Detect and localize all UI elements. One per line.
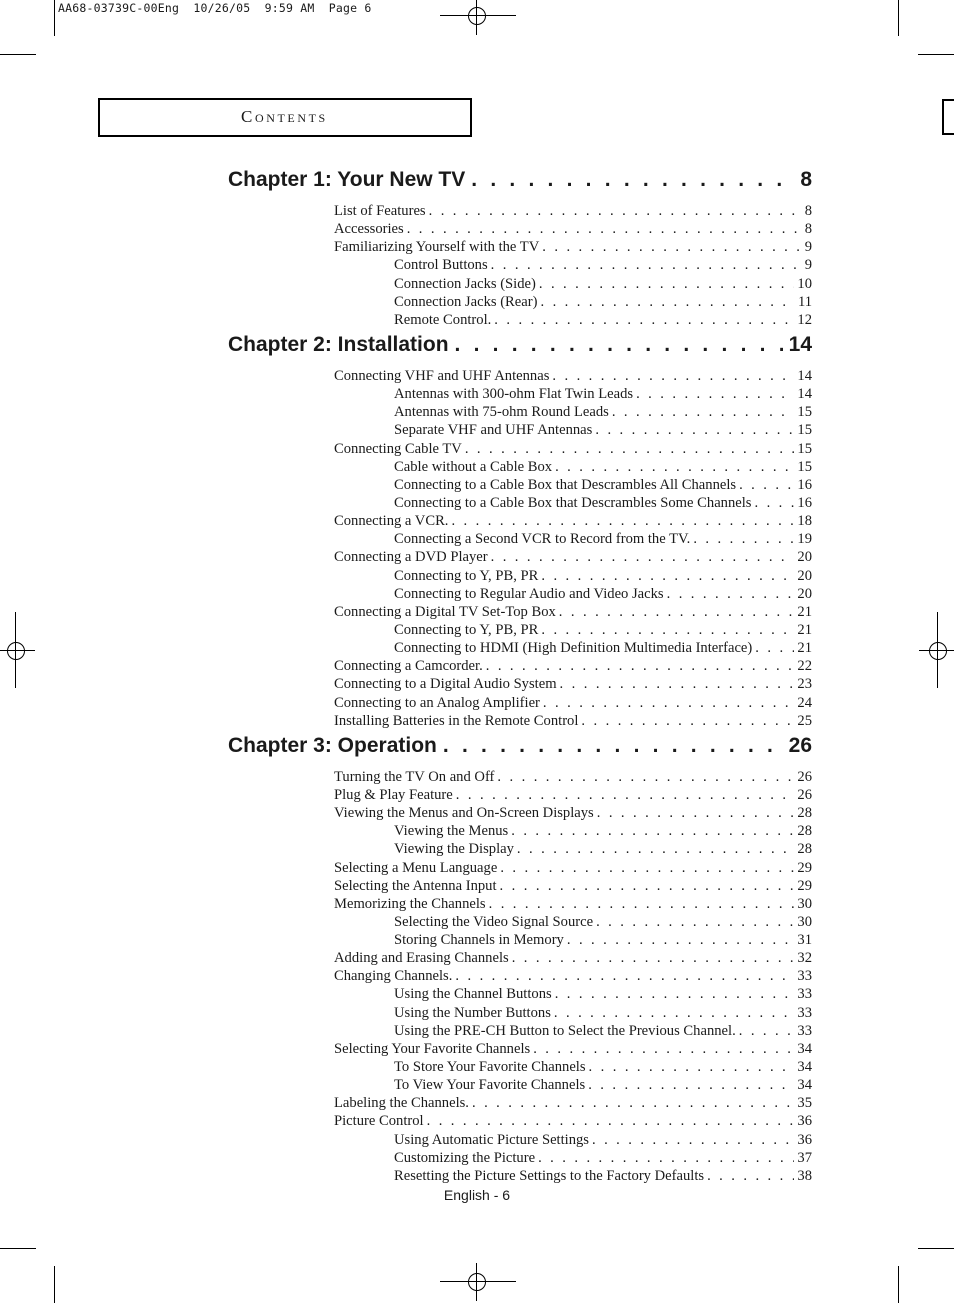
dot-leader: [540, 293, 794, 311]
toc-subentry: [228, 1131, 812, 1149]
dot-leader: [554, 1004, 795, 1022]
toc-entry: [228, 440, 812, 458]
entry-title: Connection Jacks (Side): [394, 275, 536, 292]
dot-leader: [451, 512, 794, 530]
entry-page-number: 12: [797, 311, 812, 328]
table-of-contents: [228, 168, 812, 1185]
chapter-heading: [228, 734, 812, 762]
crop-mark-right-bottom: [918, 1248, 954, 1249]
entry-page-number: 22: [797, 658, 812, 675]
dot-leader: [755, 639, 794, 657]
dot-leader: [511, 822, 794, 840]
entry-title: Connecting a Second VCR to Record from the TV.: [394, 531, 691, 548]
toc-entry: [228, 548, 812, 566]
chapter-page-number: 14: [788, 332, 812, 356]
toc-entry: [228, 675, 812, 693]
entry-title: Accessories: [334, 221, 404, 238]
entry-title: Connecting a Camcorder.: [334, 658, 483, 675]
entry-title: Labeling the Channels.: [334, 1095, 469, 1112]
toc-entry: [228, 512, 812, 530]
toc-entry: [228, 367, 812, 385]
dot-leader: [595, 421, 794, 439]
entry-title: Using the Number Buttons: [394, 1004, 551, 1021]
toc-subentry: [228, 1004, 812, 1022]
dot-leader: [612, 403, 795, 421]
section-title: Contents: [241, 107, 328, 126]
chapter-page-number: 8: [800, 168, 812, 191]
crop-mark-left-top: [0, 54, 36, 55]
toc-subentry: [228, 293, 812, 311]
entry-page-number: 24: [797, 694, 812, 711]
toc-entry: [228, 786, 812, 804]
toc-subentry: [228, 913, 812, 931]
entry-page-number: 28: [797, 805, 812, 822]
entry-title: To View Your Favorite Channels: [394, 1077, 586, 1094]
toc-subentry: [228, 256, 812, 274]
entry-title: Viewing the Menus: [394, 823, 509, 840]
toc-subentry: [228, 1058, 812, 1076]
dot-leader: [533, 1040, 794, 1058]
dot-leader: [517, 840, 794, 858]
entry-page-number: 21: [797, 603, 812, 620]
entry-title: Connecting to a Digital Audio System: [334, 676, 557, 693]
entry-page-number: 11: [797, 293, 812, 310]
toc-entry: [228, 768, 812, 786]
toc-subentry: [228, 1076, 812, 1094]
entry-title: Connecting to HDMI (High Definition Multimedia Interface): [394, 640, 753, 657]
entry-page-number: 16: [797, 494, 812, 511]
entry-page-number: 19: [797, 531, 812, 548]
toc-subentry: [228, 385, 812, 403]
dot-leader: [581, 712, 794, 730]
dot-leader: [707, 1167, 794, 1185]
dot-leader: [667, 585, 795, 603]
entry-title: Plug & Play Feature: [334, 786, 453, 803]
entry-page-number: 32: [797, 950, 812, 967]
registration-line-bottom: [440, 1281, 516, 1282]
page-footer: English - 6: [443, 1187, 511, 1203]
entry-page-number: 31: [797, 932, 812, 949]
entry-title: Antennas with 300-ohm Flat Twin Leads: [394, 386, 634, 403]
toc-entry: [228, 712, 812, 730]
toc-subentry: [228, 275, 812, 293]
dot-leader: [538, 1149, 794, 1167]
entry-title: Connection Jacks (Rear): [394, 293, 538, 310]
entry-title: Connecting to an Analog Amplifier: [334, 694, 540, 711]
entry-page-number: 29: [797, 859, 812, 876]
toc-subentry: [228, 476, 812, 494]
entry-page-number: 15: [797, 440, 812, 457]
dot-leader: [456, 786, 795, 804]
entry-page-number: 33: [797, 986, 812, 1003]
entry-page-number: 34: [797, 1040, 812, 1057]
entry-title: Viewing the Menus and On-Screen Displays: [334, 805, 594, 822]
dot-leader: [636, 385, 794, 403]
entry-page-number: 28: [797, 841, 812, 858]
registration-mark-bottom: [458, 1263, 496, 1301]
dot-leader: [494, 311, 794, 329]
entry-page-number: 15: [797, 458, 812, 475]
toc-subentry: [228, 530, 812, 548]
registration-line-top: [440, 15, 516, 16]
entry-page-number: 34: [797, 1059, 812, 1076]
dot-leader: [597, 804, 795, 822]
dot-leader: [491, 548, 795, 566]
toc-entry: [228, 859, 812, 877]
dot-leader: [455, 967, 794, 985]
toc-subentry: [228, 1022, 812, 1040]
entry-title: Connecting to Y, PB, PR: [394, 567, 539, 584]
entry-page-number: 30: [797, 913, 812, 930]
entry-title: Familiarizing Yourself with the TV: [334, 239, 540, 256]
entry-page-number: 33: [797, 1022, 812, 1039]
toc-subentry: [228, 985, 812, 1003]
toc-entry: [228, 657, 812, 675]
entry-page-number: 30: [797, 895, 812, 912]
entry-title: Connecting a Digital TV Set-Top Box: [334, 603, 556, 620]
toc-subentry: [228, 567, 812, 585]
entry-title: Connecting to a Cable Box that Descrambles Some Channels: [394, 494, 752, 511]
entry-title: Picture Control: [334, 1113, 424, 1130]
crop-mark-bottom-right: [898, 1266, 899, 1303]
chapter-title: Chapter 1: Your New TV: [228, 168, 466, 191]
entry-title: Antennas with 75-ohm Round Leads: [394, 404, 609, 421]
dot-leader: [465, 440, 795, 458]
toc-subentry: [228, 403, 812, 421]
toc-entry: [228, 202, 812, 220]
dot-leader: [427, 1112, 795, 1130]
toc-entry: [228, 877, 812, 895]
entry-title: Selecting a Menu Language: [334, 859, 498, 876]
entry-title: Connecting a DVD Player: [334, 549, 488, 566]
crop-mark-top-right: [898, 0, 899, 36]
dot-leader: [739, 1022, 795, 1040]
entry-page-number: 20: [797, 567, 812, 584]
section-header-box: [98, 98, 472, 137]
entry-title: Connecting to a Cable Box that Descrambles All Channels: [394, 476, 737, 493]
page-edge-tab: [942, 99, 954, 135]
entry-page-number: 16: [797, 476, 812, 493]
dot-leader: [567, 931, 795, 949]
entry-page-number: 37: [797, 1149, 812, 1166]
entry-page-number: 9: [804, 257, 812, 274]
toc-subentry: [228, 494, 812, 512]
dot-leader: [552, 367, 794, 385]
entry-page-number: 8: [804, 203, 812, 219]
toc-entry: [228, 603, 812, 621]
entry-title: Memorizing the Channels: [334, 895, 486, 912]
dot-leader: [542, 238, 801, 256]
dot-leader: [560, 675, 795, 693]
entry-title: Selecting Your Favorite Channels: [334, 1040, 531, 1057]
registration-line-right: [937, 612, 938, 688]
entry-title: Cable without a Cable Box: [394, 458, 553, 475]
entry-title: Adding and Erasing Channels: [334, 950, 509, 967]
entry-page-number: 26: [797, 768, 812, 785]
crop-mark-right-top: [918, 54, 954, 55]
entry-page-number: 34: [797, 1077, 812, 1094]
crop-mark-bottom-left: [54, 1266, 55, 1303]
entry-page-number: 33: [797, 1004, 812, 1021]
toc-entry: [228, 895, 812, 913]
registration-mark-left: [0, 632, 35, 670]
dot-leader: [497, 768, 794, 786]
entry-page-number: 21: [797, 621, 812, 638]
entry-page-number: 23: [797, 676, 812, 693]
entry-title: Storing Channels in Memory: [394, 932, 564, 949]
entry-title: Separate VHF and UHF Antennas: [394, 422, 593, 439]
chapter-heading: [228, 333, 812, 361]
dot-leader: [559, 603, 795, 621]
dot-leader: [541, 621, 794, 639]
entry-page-number: 36: [797, 1113, 812, 1130]
toc-entry: [228, 967, 812, 985]
toc-subentry: [228, 822, 812, 840]
entry-title: Using the PRE-CH Button to Select the Previous Channel.: [394, 1022, 736, 1039]
toc-subentry: [228, 639, 812, 657]
toc-entry: [228, 1094, 812, 1112]
entry-page-number: 28: [797, 823, 812, 840]
dot-leader: [443, 734, 783, 758]
entry-title: To Store Your Favorite Channels: [394, 1059, 586, 1076]
entry-title: Remote Control.: [394, 311, 492, 328]
entry-page-number: 10: [797, 275, 812, 292]
toc-subentry: [228, 458, 812, 476]
toc-subentry: [228, 931, 812, 949]
dot-leader: [472, 1094, 794, 1112]
entry-title: Selecting the Antenna Input: [334, 877, 497, 894]
chapter-page-number: 26: [788, 733, 812, 757]
entry-page-number: 18: [797, 513, 812, 530]
entry-title: Connecting VHF and UHF Antennas: [334, 367, 550, 384]
dot-leader: [500, 859, 794, 877]
registration-line-left: [15, 612, 16, 688]
toc-entry: [228, 694, 812, 712]
entry-page-number: 15: [797, 404, 812, 421]
registration-mark-top: [458, 0, 496, 35]
entry-page-number: 36: [797, 1131, 812, 1148]
toc-entry: [228, 1112, 812, 1130]
toc-subentry: [228, 840, 812, 858]
entry-title: Connecting Cable TV: [334, 440, 462, 457]
entry-title: Using the Channel Buttons: [394, 986, 552, 1003]
toc-entry: [228, 238, 812, 256]
dot-leader: [512, 949, 795, 967]
dot-leader: [407, 220, 802, 238]
print-slug: AA68-03739C-00Eng 10/26/05 9:59 AM Page 6: [58, 1, 372, 15]
dot-leader: [589, 1058, 795, 1076]
dot-leader: [588, 1076, 794, 1094]
entry-title: Control Buttons: [394, 257, 488, 274]
dot-leader: [754, 494, 794, 512]
toc-subentry: [228, 1167, 812, 1185]
dot-leader: [491, 256, 802, 274]
crop-mark-top-left: [54, 0, 55, 36]
dot-leader: [471, 168, 794, 192]
entry-page-number: 14: [797, 386, 812, 403]
entry-title: List of Features: [334, 203, 426, 219]
dot-leader: [739, 476, 794, 494]
dot-leader: [592, 1131, 794, 1149]
entry-title: Connecting to Regular Audio and Video Jacks: [394, 585, 664, 602]
entry-page-number: 21: [797, 640, 812, 657]
toc-subentry: [228, 585, 812, 603]
entry-title: Connecting a VCR.: [334, 513, 449, 530]
toc-entry: [228, 1040, 812, 1058]
entry-title: Customizing the Picture: [394, 1149, 536, 1166]
entry-page-number: 33: [797, 968, 812, 985]
dot-leader: [555, 458, 794, 476]
toc-subentry: [228, 421, 812, 439]
entry-page-number: 14: [797, 367, 812, 384]
dot-leader: [500, 877, 795, 895]
dot-leader: [539, 275, 795, 293]
dot-leader: [555, 985, 795, 1003]
entry-page-number: 8: [804, 221, 812, 238]
entry-page-number: 29: [797, 877, 812, 894]
toc-entry: [228, 804, 812, 822]
entry-page-number: 9: [804, 239, 812, 256]
entry-title: Turning the TV On and Off: [334, 768, 495, 785]
entry-page-number: 38: [797, 1167, 812, 1184]
dot-leader: [489, 895, 795, 913]
entry-page-number: 15: [797, 422, 812, 439]
chapter-heading: [228, 168, 812, 196]
entry-title: Resetting the Picture Settings to the Factory Defaults: [394, 1167, 705, 1184]
dot-leader: [486, 657, 795, 675]
toc-subentry: [228, 311, 812, 329]
entry-title: Using Automatic Picture Settings: [394, 1131, 589, 1148]
toc-subentry: [228, 1149, 812, 1167]
entry-page-number: 35: [797, 1095, 812, 1112]
entry-title: Installing Batteries in the Remote Control: [334, 712, 579, 729]
dot-leader: [693, 530, 794, 548]
chapter-title: Chapter 3: Operation: [228, 733, 437, 757]
dot-leader: [541, 567, 794, 585]
dot-leader: [543, 694, 795, 712]
entry-page-number: 25: [797, 712, 812, 729]
dot-leader: [455, 333, 783, 357]
entry-page-number: 26: [797, 786, 812, 803]
toc-entry: [228, 220, 812, 238]
entry-title: Selecting the Video Signal Source: [394, 913, 594, 930]
entry-page-number: 20: [797, 549, 812, 566]
dot-leader: [429, 202, 802, 220]
toc-subentry: [228, 621, 812, 639]
entry-title: Viewing the Display: [394, 841, 514, 858]
dot-leader: [596, 913, 794, 931]
entry-title: Connecting to Y, PB, PR: [394, 621, 539, 638]
crop-mark-left-bottom: [0, 1248, 36, 1249]
toc-entry: [228, 949, 812, 967]
chapter-title: Chapter 2: Installation: [228, 332, 449, 356]
entry-page-number: 20: [797, 585, 812, 602]
entry-title: Changing Channels.: [334, 968, 453, 985]
